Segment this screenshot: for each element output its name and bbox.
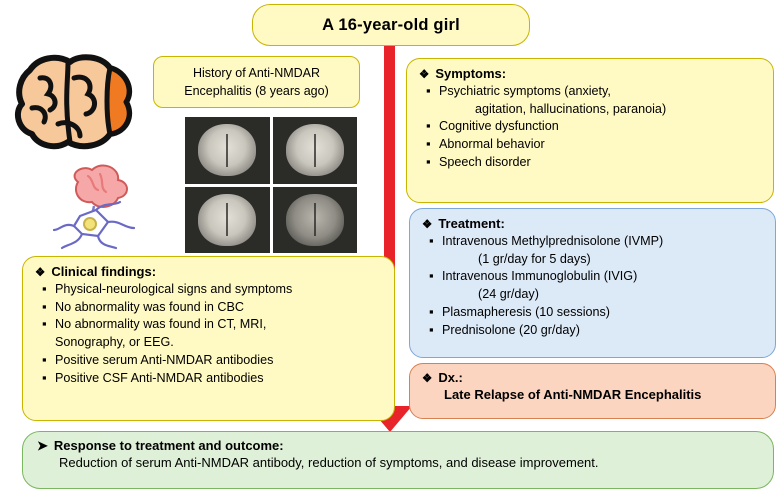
clinical-findings-item: ▪ Positive CSF Anti-NMDAR antibodies [35,370,384,387]
mri-scan-2 [273,117,358,184]
history-box [153,56,360,108]
treatment-item: ▪ Plasmapheresis (10 sessions) [422,304,765,321]
treatment-item: ▪ Intravenous Immunoglobulin (IVIG) [422,268,765,285]
outcome-text: Reduction of serum Anti-NMDAR antibody, reduction of symptoms, and disease improvement. [59,455,599,470]
outcome-box [22,431,774,489]
symptoms-box [406,58,774,203]
diamond-marker-icon: ❖ [419,69,430,81]
outcome-header [37,438,761,454]
symptoms-item: ▪ Abnormal behavior [419,136,763,153]
clinical-findings-item: ▪ Physical-neurological signs and symptoms [35,281,384,298]
treatment-item: (1 gr/day for 5 days) [478,251,591,266]
symptoms-list [419,83,763,171]
diamond-marker-icon: ❖ [422,373,433,385]
treatment-box [409,208,776,358]
clinical-findings-item: ▪ No abnormality was found in CT, MRI, [35,316,384,333]
diamond-marker-icon: ❖ [35,267,46,279]
clinical-findings-header [35,264,384,279]
symptoms-header [419,66,763,81]
mri-scan-grid [185,117,357,253]
clinical-findings-item: ▪ No abnormality was found in CBC [35,299,384,316]
clinical-findings-list [35,281,384,386]
treatment-header-colon: : [500,216,505,231]
diagnosis-box [409,363,776,419]
treatment-header-label: Treatment [438,216,501,231]
mri-scan-4 [273,187,358,254]
treatment-header [422,216,765,231]
arrow-marker-icon: ➤ [37,438,48,453]
outcome-header-label: Response to treatment and outcome: [53,438,284,453]
diagnosis-text: Late Relapse of Anti-NMDAR Encephalitis [444,387,702,402]
diamond-marker-icon: ❖ [422,219,433,231]
page-title: A 16-year-old girl [322,15,460,34]
clinical-findings-header-label: Clinical findings: [51,264,157,279]
symptoms-item: agitation, hallucinations, paranoia) [475,101,667,116]
mri-scan-1 [185,117,270,184]
neuron-icon [48,160,158,250]
history-text [178,64,335,100]
treatment-item: ▪ Prednisolone (20 gr/day) [422,322,765,339]
brain-icon [10,48,145,158]
treatment-list [422,233,765,338]
diagnosis-header [422,370,765,385]
patient-title-box [252,4,530,46]
history-line-1: History of Anti-NMDAR [192,65,321,80]
symptoms-item: ▪ Speech disorder [419,154,763,171]
mri-scan-3 [185,187,270,254]
treatment-item: ▪ Intravenous Methylprednisolone (IVMP) [422,233,765,250]
symptoms-item: ▪ Cognitive dysfunction [419,118,763,135]
clinical-findings-item: Sonography, or EEG. [55,335,174,350]
symptoms-item: ▪ Psychiatric symptoms (anxiety, [419,83,763,100]
clinical-findings-item: ▪ Positive serum Anti-NMDAR antibodies [35,352,384,369]
clinical-findings-box [22,256,395,421]
history-line-2: Encephalitis (8 years ago) [184,84,329,98]
diagnosis-header-label: Dx.: [438,370,463,385]
symptoms-header-label: Symptoms: [435,66,507,81]
treatment-item: (24 gr/day) [478,287,539,302]
